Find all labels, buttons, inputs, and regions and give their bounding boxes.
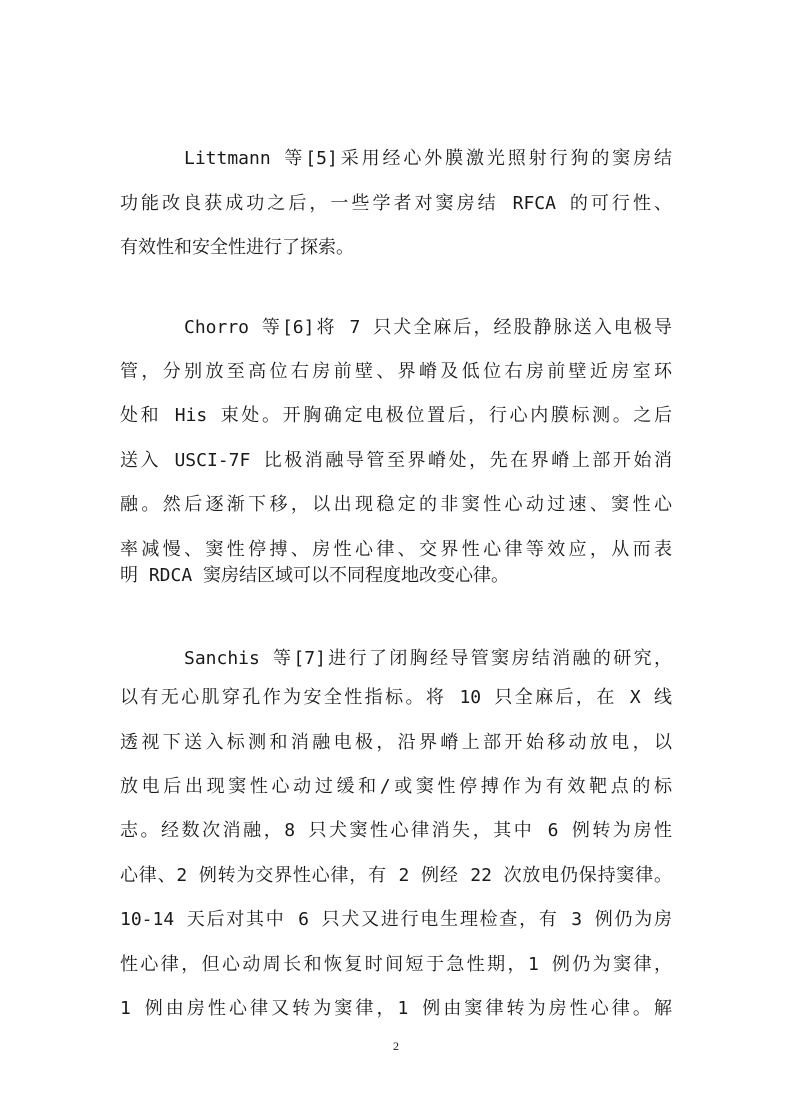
text-line: 融。然后逐渐下移，以出现稳定的非窦性心动过速、窦性心 [120, 494, 672, 515]
text-line: 管，分别放至高位右房前壁、界嵴及低位右房前壁近房室环 [120, 361, 672, 382]
text-line: 心律、2 例转为交界性心律，有 2 例经 22 次放电仍保持窦律。 [120, 865, 672, 886]
page-number: 2 [393, 1039, 399, 1053]
text-line: 以有无心肌穿孔作为安全性指标。将 10 只全麻后，在 X 线 [120, 687, 672, 708]
text-line: 性心律，但心动周长和恢复时间短于急性期，1 例仍为窦律， [120, 954, 672, 975]
text-line: 率减慢、窦性停搏、房性心律、交界性心律等效应，从而表 [120, 539, 672, 560]
text-line: Chorro 等[6]将 7 只犬全麻后，经股静脉送入电极导 [184, 317, 672, 338]
text-line: Littmann 等[5]采用经心外膜激光照射行狗的窦房结 [184, 148, 672, 169]
text-line: 功能改良获成功之后，一些学者对窦房结 RFCA 的可行性、 [120, 193, 672, 214]
text-line: 明 RDCA 窦房结区域可以不同程度地改变心律。 [120, 565, 510, 586]
text-line: 志。经数次消融，8 只犬窦性心律消失，其中 6 例转为房性 [120, 820, 672, 841]
text-line: Sanchis 等[7]进行了闭胸经导管窦房结消融的研究， [184, 648, 672, 669]
text-line: 透视下送入标测和消融电极，沿界嵴上部开始移动放电，以 [120, 732, 672, 753]
text-line: 放电后出现窦性心动过缓和/或窦性停搏作为有效靶点的标 [120, 776, 672, 797]
text-line: 有效性和安全性进行了探索。 [120, 237, 354, 258]
text-line: 10-14 天后对其中 6 只犬又进行电生理检查，有 3 例仍为房 [120, 909, 672, 930]
text-line: 1 例由房性心律又转为窦律，1 例由窦律转为房性心律。解 [120, 998, 672, 1019]
text-line: 送入 USCI-7F 比极消融导管至界嵴处，先在界嵴上部开始消 [120, 450, 672, 471]
text-line: 处和 His 束处。开胸确定电极位置后，行心内膜标测。之后 [120, 405, 672, 426]
